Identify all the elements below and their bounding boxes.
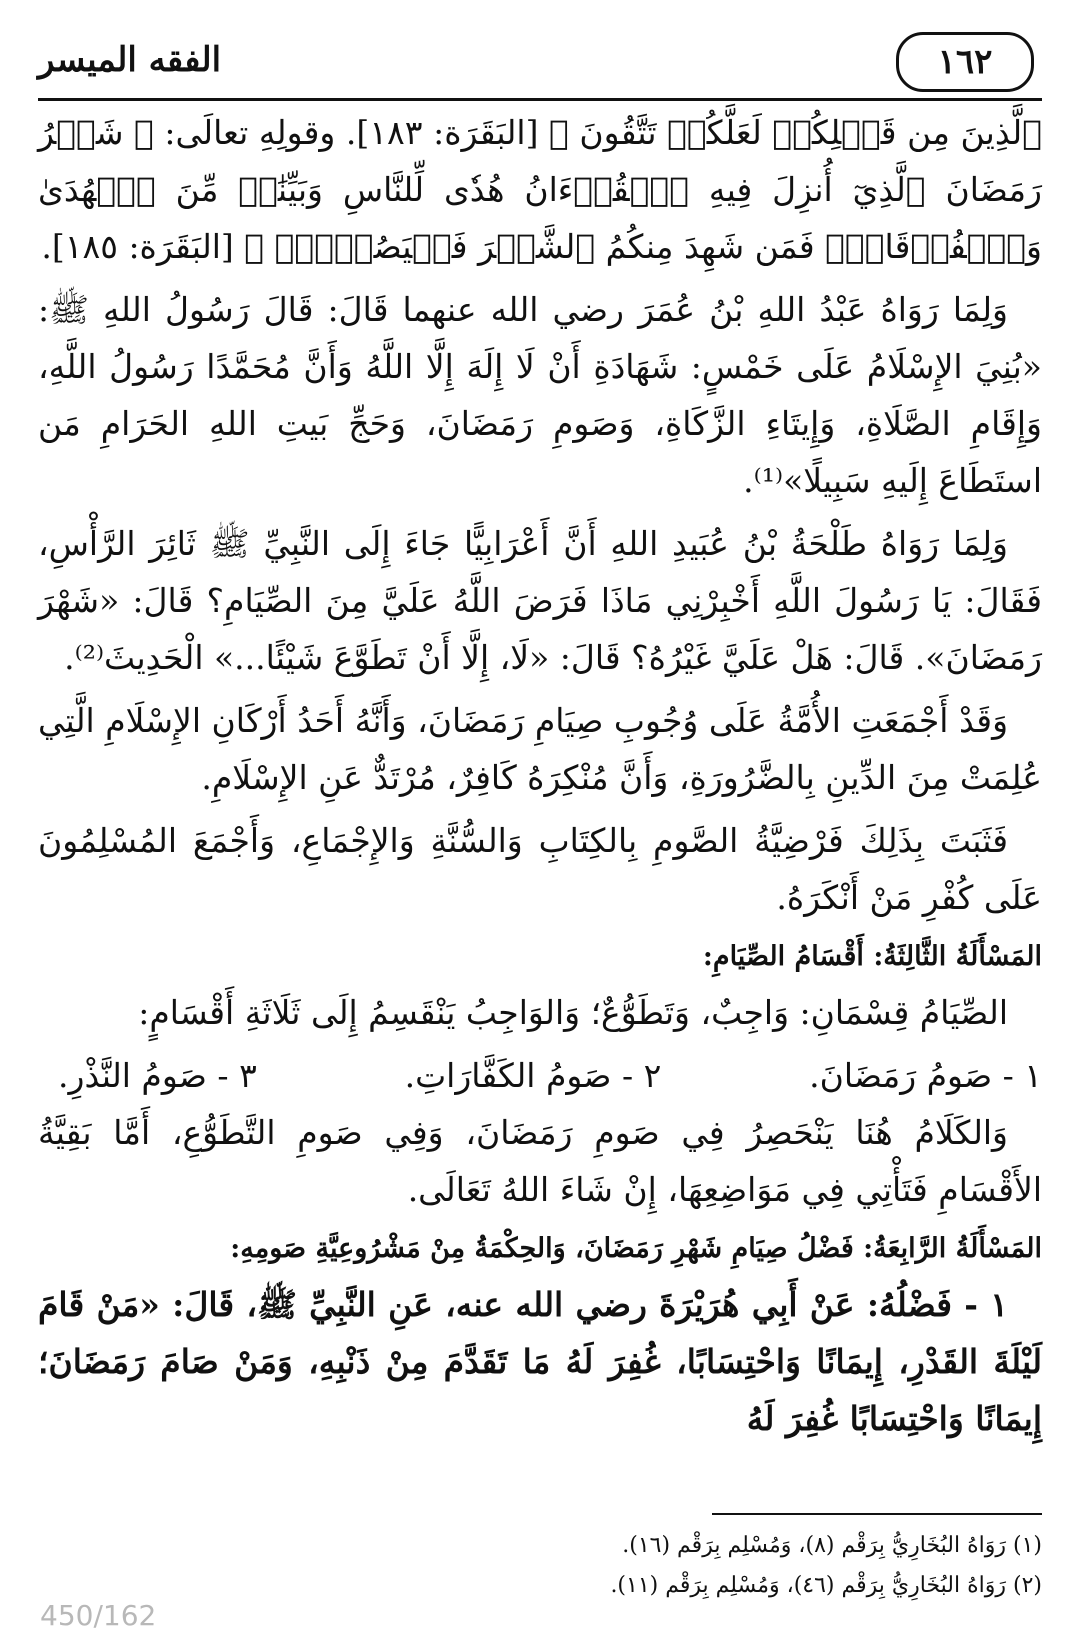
footnote-2: (٢) رَوَاهُ البُخَارِيُّ بِرَقْم (٤٦)، وَمُسْلِم بِرَقْم (١١).	[610, 1573, 1042, 1598]
section4-text: ١ - فَضْلُهُ: عَنْ أَبِي هُرَيْرَةَ رضي الله عنه، عَنِ النَّبِيِّ ﷺ، قَالَ: «مَنْ قَامَ لَيْلَةَ القَدْرِ، إِيمَانًا وَاحْتِسَابًا، غُفِرَ لَهُ مَا تَقَدَّمَ مِنْ ذَنْبِهِ، وَمَنْ صَامَ رَمَضَانَ؛ إِيمَانًا وَاحْتِسَابًا غُفِرَ لَهُ	[38, 1285, 1042, 1438]
page-body	[38, 104, 1042, 1453]
list-item: ٣ - صَومُ النَّذْرِ.	[58, 1056, 257, 1095]
paragraph-consensus: وَقَدْ أَجْمَعَتِ الأُمَّةُ عَلَى وُجُوبِ صِيَامِ رَمَضَانَ، وَأَنَّهُ أَحَدُ أَرْكَانِ الإِسْلَامِ الَّتِي عُلِمَتْ مِنَ الدِّينِ بِالضَّرُورَةِ، وَأَنَّ مُنْكِرَهُ كَافِرٌ، مُرْتَدٌّ عَنِ الإِسْلَامِ.	[38, 701, 1042, 797]
paragraph-hadith-talha: وَلِمَا رَوَاهُ طَلْحَةُ بْنُ عُبَيدِ اللهِ أَنَّ أَعْرَابِيًّا جَاءَ إِلَى النَّبِيِّ ﷺ ثَائِرَ الرَّأْسِ، فَقَالَ: يَا رَسُولَ اللَّهِ أَخْبِرْنِي مَاذَا فَرَضَ اللَّهُ عَلَيَّ مِنَ الصِّيَامِ؟ قَالَ: «شَهْرَ رَمَضَانَ». قَالَ: هَلْ عَلَيَّ غَيْرُهُ؟ قَالَ: «لَا، إِلَّا أَنْ تَطَوَّعَ شَيْئًا...» الْحَدِيثَ⁽²⁾.	[38, 524, 1042, 677]
paragraph-hadith-ibn-umar: وَلِمَا رَوَاهُ عَبْدُ اللهِ بْنُ عُمَرَ رضي الله عنهما قَالَ: قَالَ رَسُولُ اللهِ ﷺ: «بُنِيَ الإِسْلَامُ عَلَى خَمْسٍ: شَهَادَةِ أَنْ لَا إِلَهَ إِلَّا اللَّهُ وَأَنَّ مُحَمَّدًا رَسُولُ اللَّهِ، وَإِقَامِ الصَّلَاةِ، وَإِيتَاءِ الزَّكَاةِ، وَصَومِ رَمَضَانَ، وَحَجِّ بَيتِ اللهِ الحَرَامِ مَن استَطَاعَ إِلَيهِ سَبِيلًا»⁽¹⁾.	[38, 290, 1042, 500]
paragraph-quran-verses: ٱلَّذِينَ مِن قَبۡلِكُمۡ لَعَلَّكُمۡ تَتَّقُونَ ﴾ [البَقَرَة: ١٨٣]. وقولِهِ تعالَى: ﴿ شَهۡرُ رَمَضَانَ ٱلَّذِيٓ أُنزِلَ فِيهِ ٱلۡقُرۡءَانُ هُدٗى لِّلنَّاسِ وَبَيِّنَٰتٖ مِّنَ ٱلۡهُدَىٰ وَٱلۡفُرۡقَانِۚ فَمَن شَهِدَ مِنكُمُ ٱلشَّهۡرَ فَلۡيَصُمۡهُۖ ﴾ [البَقَرَة: ١٨٥].	[38, 113, 1042, 266]
page-number-badge: ١٦٢	[896, 32, 1034, 92]
footnotes	[38, 1526, 1042, 1606]
section-heading-4: المَسْأَلَةُ الرَّابِعَةُ: فَضْلُ صِيَامِ شَهْرِ رَمَضَانَ، وَالحِكْمَةُ مِنْ مَشْرُوعِيَّةِ صَومِهِ:	[230, 1233, 1042, 1264]
section3-intro: الصِّيَامُ قِسْمَانِ: وَاجِبٌ، وَتَطَوُّعٌ؛ وَالوَاجِبُ يَنْقَسِمُ إِلَى ثَلَاثَةِ أَقْسَامٍ:	[138, 993, 1008, 1032]
section3-after: وَالكَلَامُ هُنَا يَنْحَصِرُ فِي صَومِ رَمَضَانَ، وَفِي صَومِ التَّطَوُّعِ، أَمَّا بَقِيَّةُ الأَقْسَامِ فَتَأْتِي فِي مَوَاضِعِهَا، إِنْ شَاءَ اللهُ تَعَالَى.	[38, 1113, 1042, 1209]
list-item: ٢ - صَومُ الكَفَّارَاتِ.	[404, 1056, 662, 1095]
page-header	[38, 28, 1042, 98]
footnote-1: (١) رَوَاهُ البُخَارِيُّ بِرَقْم (٨)، وَمُسْلِم بِرَقْم (١٦).	[622, 1533, 1042, 1558]
paragraph-conclusion: فَثَبَتَ بِذَلِكَ فَرْضِيَّةُ الصَّومِ بِالكِتَابِ وَالسُّنَّةِ وَالإِجْمَاعِ، وَأَجْمَعَ المُسْلِمُونَ عَلَى كُفْرِ مَنْ أَنْكَرَهُ.	[38, 821, 1042, 917]
header-divider	[38, 98, 1042, 101]
book-title: الفقه الميسر	[38, 40, 222, 80]
list-item: ١ - صَومُ رَمَضَانَ.	[809, 1056, 1042, 1095]
reader-page-progress: 450/162	[40, 1599, 157, 1632]
footnote-divider	[712, 1513, 1042, 1515]
section-heading-3: المَسْأَلَةُ الثَّالِثَةُ: أَقْسَامُ الصِّيَامِ:	[702, 941, 1042, 972]
fasting-types-list	[38, 1047, 1042, 1104]
